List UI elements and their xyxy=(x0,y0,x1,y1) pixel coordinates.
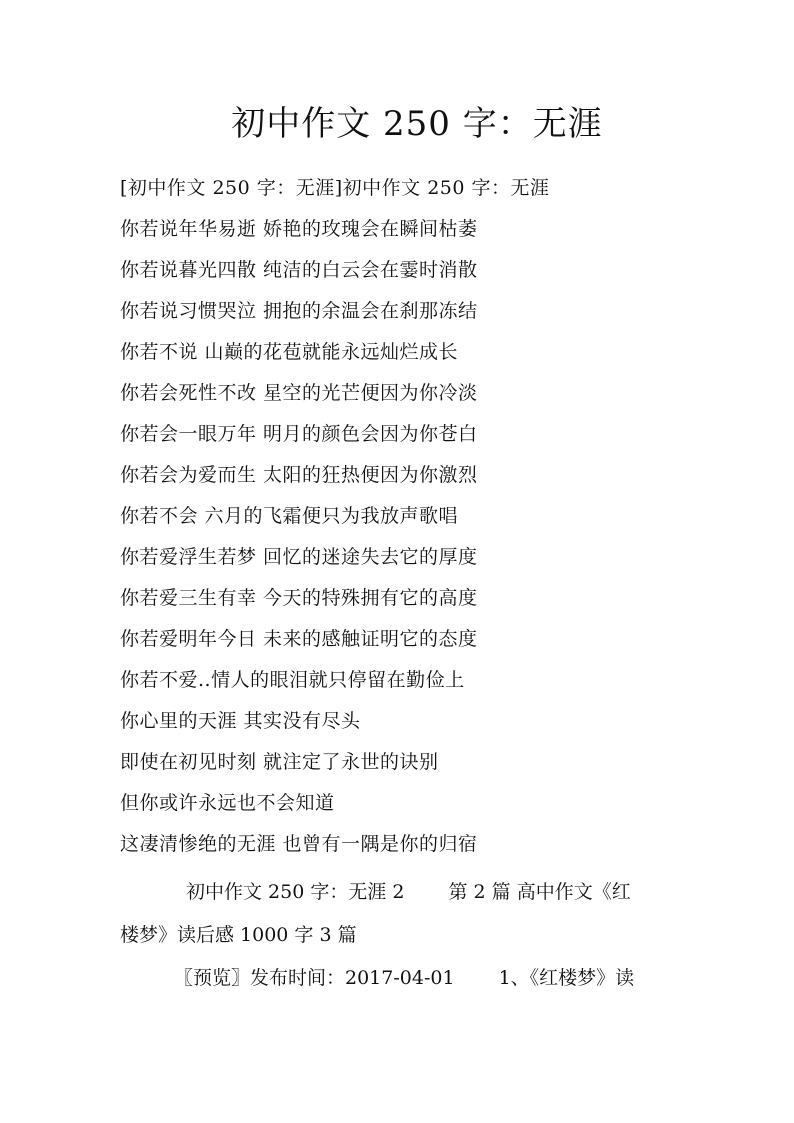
text-line: 你若说习惯哭泣 拥抱的余温会在刹那冻结 xyxy=(120,300,478,322)
document-title: 初中作文 250 字：无涯 xyxy=(231,104,603,144)
text-line: 你若不爱..情人的眼泪就只停留在勤俭上 xyxy=(120,669,465,691)
preview-line xyxy=(120,963,680,1006)
next-article-link-cont[interactable]: 楼梦》读后感 1000 字 3 篇 xyxy=(120,924,357,946)
text-line: 你若会为爱而生 太阳的狂热便因为你激烈 xyxy=(120,464,478,486)
text-line: 你若爱三生有幸 今天的特殊拥有它的高度 xyxy=(120,587,478,609)
text-line: 即使在初见时刻 就注定了永世的诀别 xyxy=(120,751,439,773)
text-line: 你若说暮光四散 纯洁的白云会在霎时消散 xyxy=(120,259,478,281)
preview-meta: 〖预览〗发布时间：2017-04-01 xyxy=(174,967,455,989)
text-line: 你心里的天涯 其实没有尽头 xyxy=(120,710,361,732)
text-line: 你若爱浮生若梦 回忆的迷途失去它的厚度 xyxy=(120,546,478,568)
text-line: 但你或许永远也不会知道 xyxy=(120,792,335,814)
preview-excerpt: 1、《红楼梦》读 xyxy=(498,967,635,989)
related-line xyxy=(120,920,680,963)
related-articles xyxy=(120,877,680,1006)
text-line: 你若不说 山巅的花苞就能永远灿烂成长 xyxy=(120,341,459,363)
text-line: 你若会死性不改 星空的光芒便因为你冷淡 xyxy=(120,382,478,404)
text-line: 你若不会 六月的飞霜便只为我放声歌唱 xyxy=(120,505,459,527)
text-line: 这凄清惨绝的无涯 也曾有一隅是你的归宿 xyxy=(120,833,478,855)
text-line: 你若爱明年今日 未来的感触证明它的态度 xyxy=(120,628,478,650)
related-line xyxy=(120,877,680,920)
text-line: 你若说年华易逝 娇艳的玫瑰会在瞬间枯萎 xyxy=(120,218,478,240)
related-item-title[interactable]: 初中作文 250 字：无涯 2 xyxy=(186,881,405,903)
poem-body xyxy=(120,172,720,869)
text-line: [初中作文 250 字：无涯]初中作文 250 字：无涯 xyxy=(120,177,550,199)
text-line: 你若会一眼万年 明月的颜色会因为你苍白 xyxy=(120,423,478,445)
next-article-link[interactable]: 第 2 篇 高中作文《红 xyxy=(448,881,631,903)
